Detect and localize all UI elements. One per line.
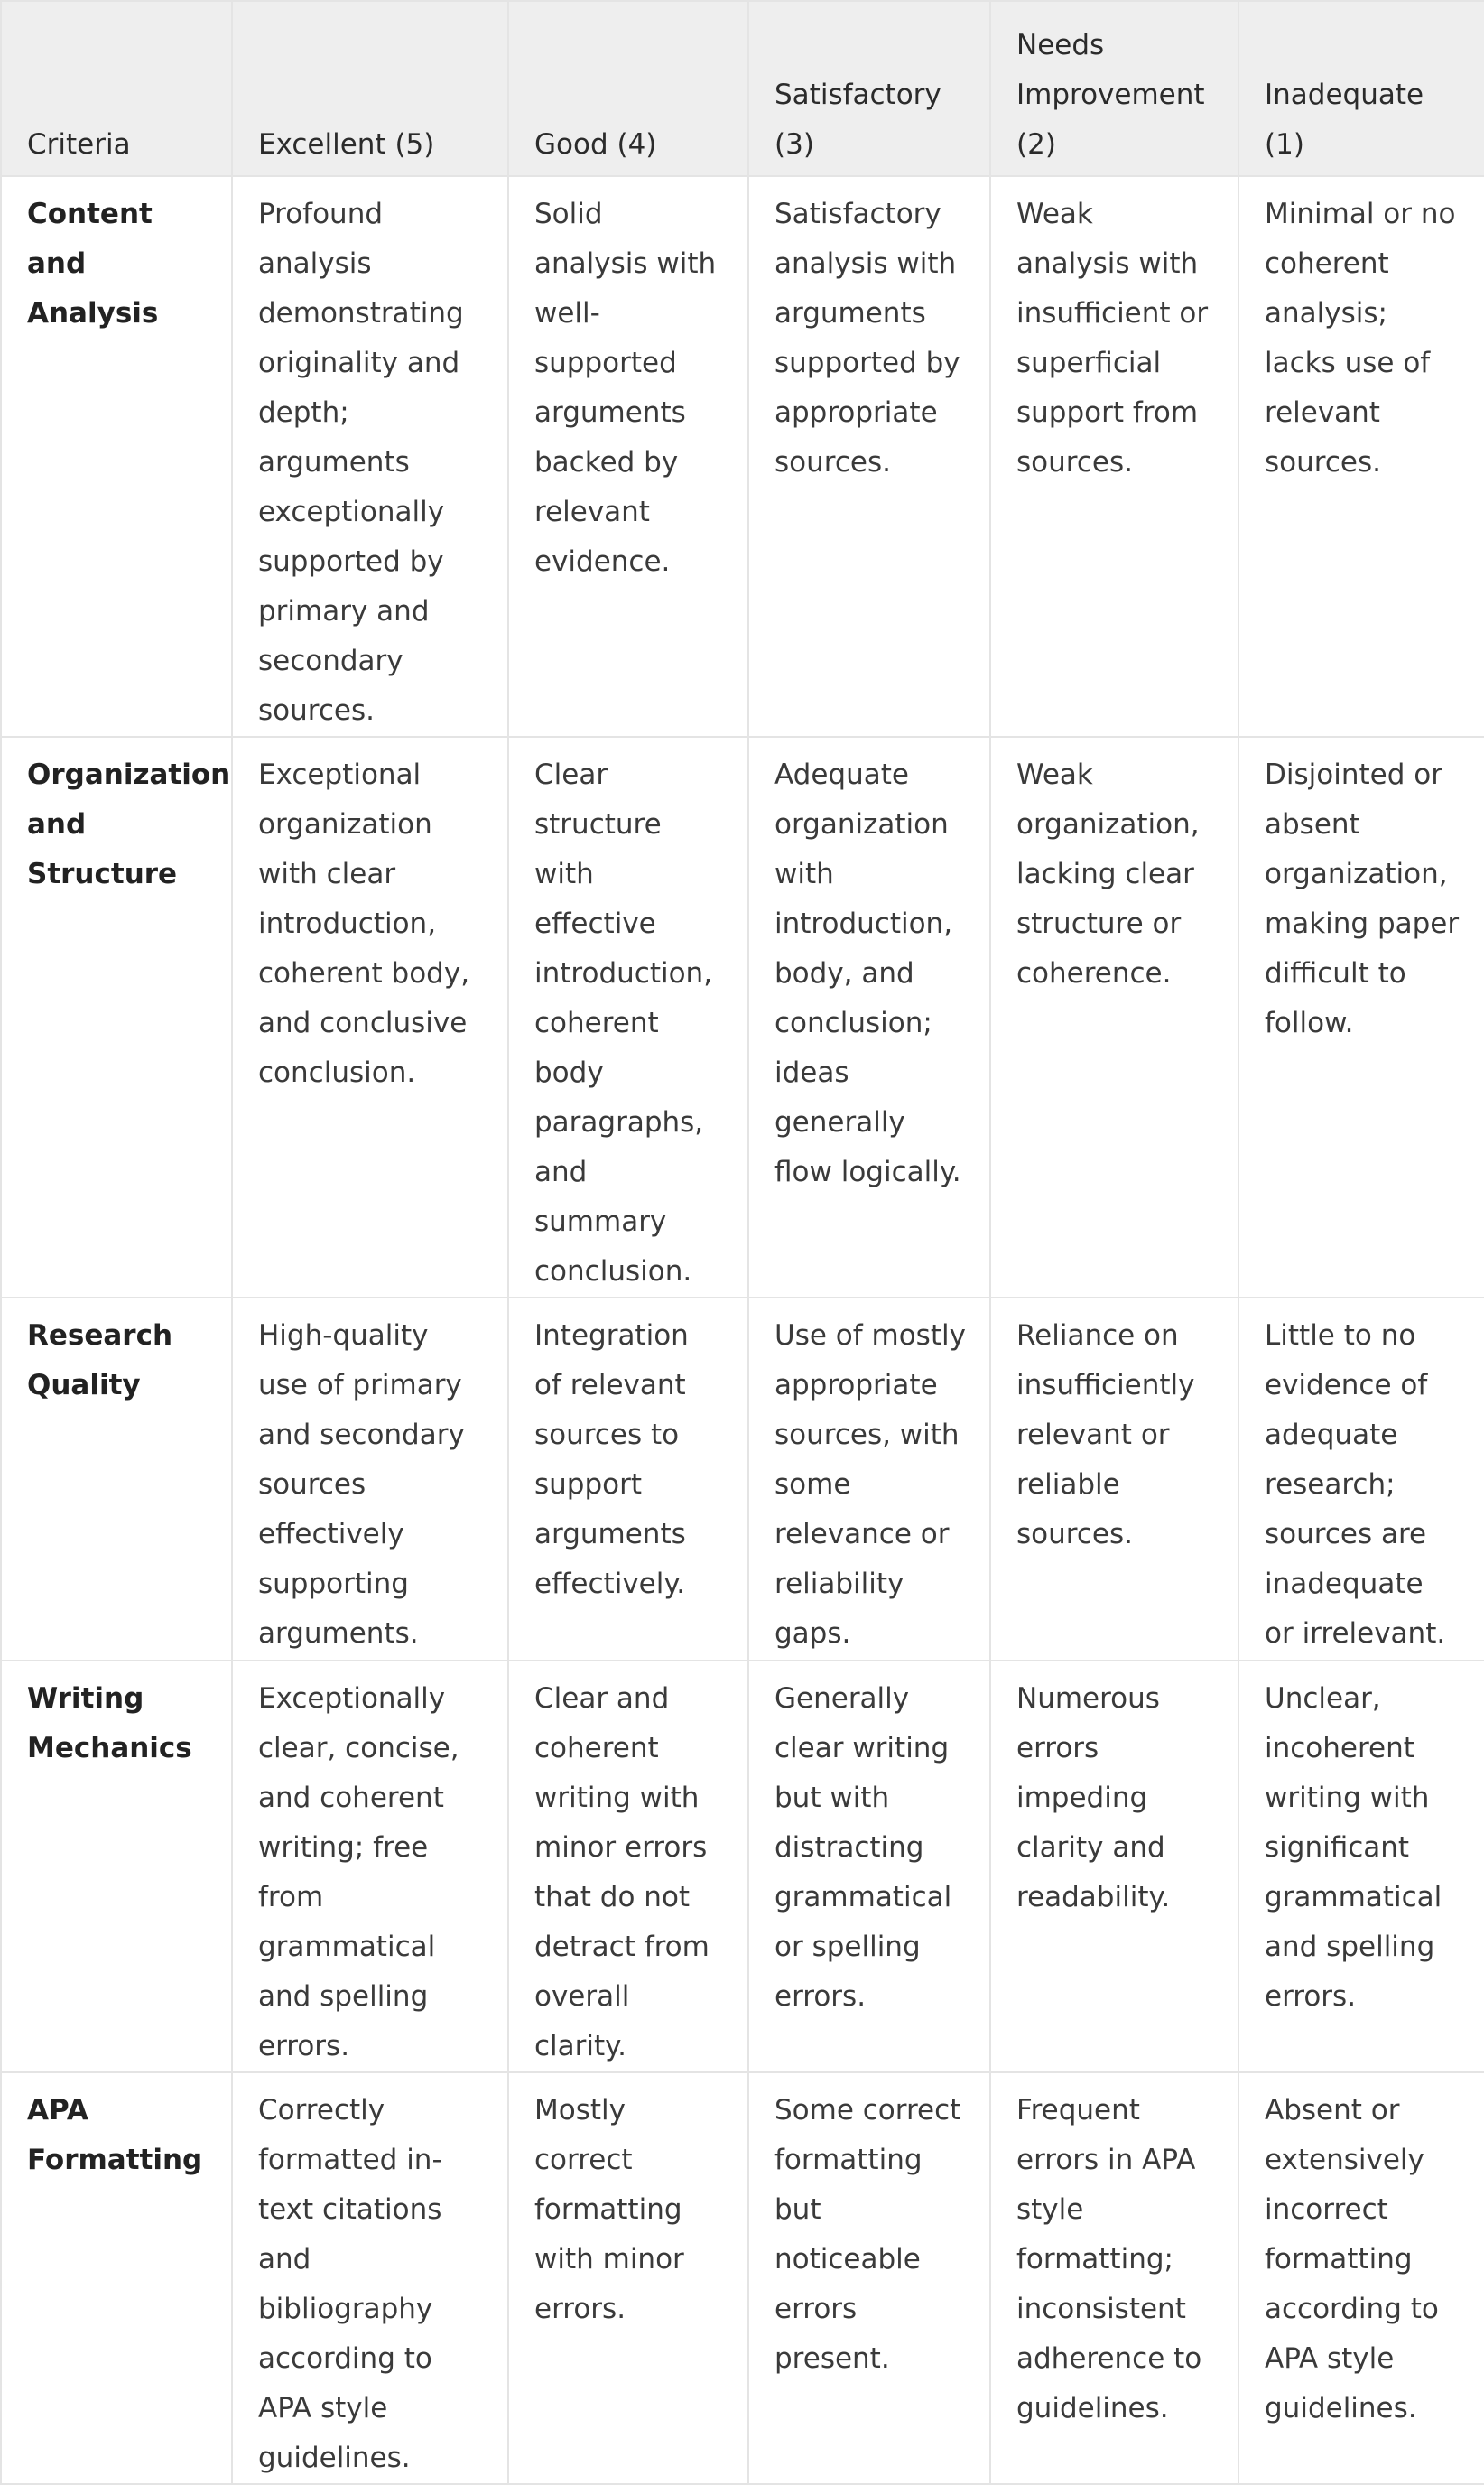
satisfactory-cell: Some correct formatting but noticeable errors present.: [748, 2072, 990, 2484]
excellent-cell: Profound analysis demonstrating originality and depth; arguments exceptionally supported by primary and secondary sources.: [232, 176, 508, 737]
excellent-cell: Exceptionally clear, concise, and coherent writing; free from grammatical and spelling errors.: [232, 1661, 508, 2072]
excellent-cell: High-quality use of primary and secondary sources effectively supporting arguments.: [232, 1298, 508, 1661]
excellent-cell: Correctly formatted in-text citations and bibliography according to APA style guidelines.: [232, 2072, 508, 2484]
header-criteria: Criteria: [1, 1, 232, 176]
satisfactory-cell: Use of mostly appropriate sources, with some relevance or reliability gaps.: [748, 1298, 990, 1661]
header-row: [1, 1, 1484, 176]
header-inadequate: Inadequate (1): [1238, 1, 1484, 176]
table-row: [1, 1661, 1484, 2072]
header-satisfactory: Satisfactory (3): [748, 1, 990, 176]
inadequate-cell: Unclear, incoherent writing with significant grammatical and spelling errors.: [1238, 1661, 1484, 2072]
inadequate-cell: Absent or extensively incorrect formatting according to APA style guidelines.: [1238, 2072, 1484, 2484]
criteria-cell: Organization and Structure: [1, 737, 232, 1298]
table-row: [1, 2072, 1484, 2484]
needs-improvement-cell: Weak organization, lacking clear structure or coherence.: [990, 737, 1238, 1298]
good-cell: Mostly correct formatting with minor errors.: [508, 2072, 748, 2484]
needs-improvement-cell: Weak analysis with insufficient or superficial support from sources.: [990, 176, 1238, 737]
satisfactory-cell: Generally clear writing but with distracting grammatical or spelling errors.: [748, 1661, 990, 2072]
header-needs-improvement: Needs Improvement (2): [990, 1, 1238, 176]
good-cell: Clear structure with effective introduction, coherent body paragraphs, and summary conclusion.: [508, 737, 748, 1298]
table-row: [1, 737, 1484, 1298]
header-good: Good (4): [508, 1, 748, 176]
criteria-cell: Content and Analysis: [1, 176, 232, 737]
good-cell: Solid analysis with well-supported arguments backed by relevant evidence.: [508, 176, 748, 737]
inadequate-cell: Disjointed or absent organization, making paper difficult to follow.: [1238, 737, 1484, 1298]
table-header: [1, 1, 1484, 176]
needs-improvement-cell: Reliance on insufficiently relevant or reliable sources.: [990, 1298, 1238, 1661]
excellent-cell: Exceptional organization with clear introduction, coherent body, and conclusive conclusion.: [232, 737, 508, 1298]
needs-improvement-cell: Frequent errors in APA style formatting; inconsistent adherence to guidelines.: [990, 2072, 1238, 2484]
header-excellent: Excellent (5): [232, 1, 508, 176]
table-body: [1, 176, 1484, 2484]
criteria-cell: Writing Mechanics: [1, 1661, 232, 2072]
table-row: [1, 176, 1484, 737]
criteria-cell: Research Quality: [1, 1298, 232, 1661]
good-cell: Clear and coherent writing with minor errors that do not detract from overall clarity.: [508, 1661, 748, 2072]
good-cell: Integration of relevant sources to support arguments effectively.: [508, 1298, 748, 1661]
inadequate-cell: Minimal or no coherent analysis; lacks use of relevant sources.: [1238, 176, 1484, 737]
needs-improvement-cell: Numerous errors impeding clarity and readability.: [990, 1661, 1238, 2072]
satisfactory-cell: Adequate organization with introduction, body, and conclusion; ideas generally flow logically.: [748, 737, 990, 1298]
criteria-cell: APA Formatting: [1, 2072, 232, 2484]
satisfactory-cell: Satisfactory analysis with arguments supported by appropriate sources.: [748, 176, 990, 737]
table-row: [1, 1298, 1484, 1661]
inadequate-cell: Little to no evidence of adequate research; sources are inadequate or irrelevant.: [1238, 1298, 1484, 1661]
